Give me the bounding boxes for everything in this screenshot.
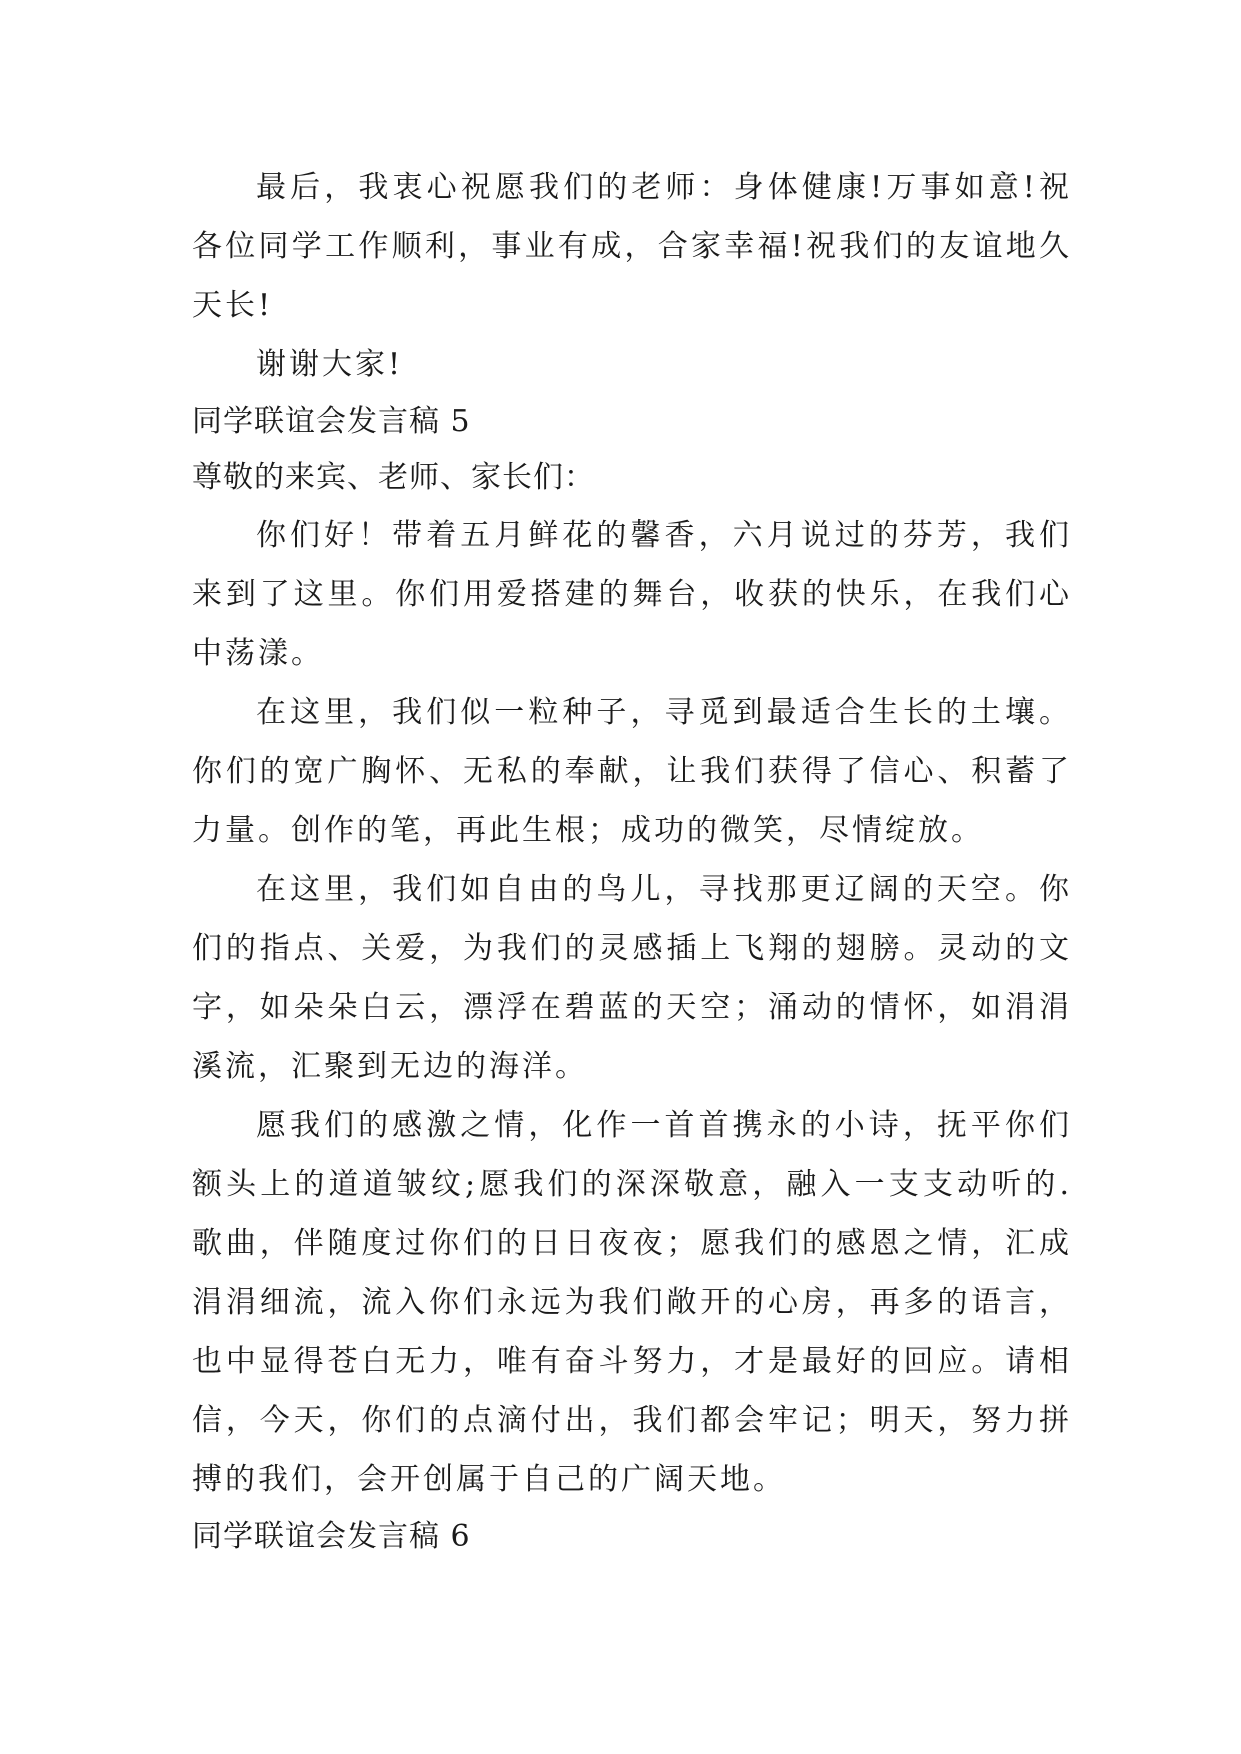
gratitude-paragraph: 愿我们的感激之情，化作一首首携永的小诗，抚平你们额头上的道道皱纹;愿我们的深深敬意，融入一支支动听的.歌曲，伴随度过你们的日日夜夜；愿我们的感恩之情，汇成涓涓细流，流入你们永远为我们敞开的心房，再多的语言，也中显得苍白无力，唯有奋斗努力，才是最好的回应。请相信，今天，你们的点滴付出，我们都会牢记；明天，努力拼搏的我们，会开创属于自己的广阔天地。 [192,1108,1072,1497]
greeting-paragraph: 你们好！带着五月鲜花的馨香，六月说过的芬芳，我们来到了这里。你们用爱搭建的舞台，收获的快乐，在我们心中荡漾。 [192,518,1072,671]
closing-wishes-paragraph: 最后，我衷心祝愿我们的老师：身体健康!万事如意!祝各位同学工作顺利，事业有成，合家幸福!祝我们的友谊地久天长! [192,170,1072,323]
seed-paragraph: 在这里，我们似一粒种子，寻觅到最适合生长的土壤。你们的宽广胸怀、无私的奉献，让我们获得了信心、积蓄了力量。创作的笔，再此生根；成功的微笑，尽情绽放。 [192,695,1072,848]
speech-5-salutation: 尊敬的来宾、老师、家长们： [192,460,595,495]
speech-5-heading: 同学联谊会发言稿 5 [192,404,471,439]
thanks-paragraph: 谢谢大家! [256,347,404,382]
document-body [192,158,1072,1565]
speech-6-heading: 同学联谊会发言稿 6 [192,1519,471,1554]
bird-paragraph: 在这里，我们如自由的鸟儿，寻找那更辽阔的天空。你们的指点、关爱，为我们的灵感插上飞翔的翅膀。灵动的文字，如朵朵白云，漂浮在碧蓝的天空；涌动的情怀，如涓涓溪流，汇聚到无边的海洋。 [192,872,1072,1084]
